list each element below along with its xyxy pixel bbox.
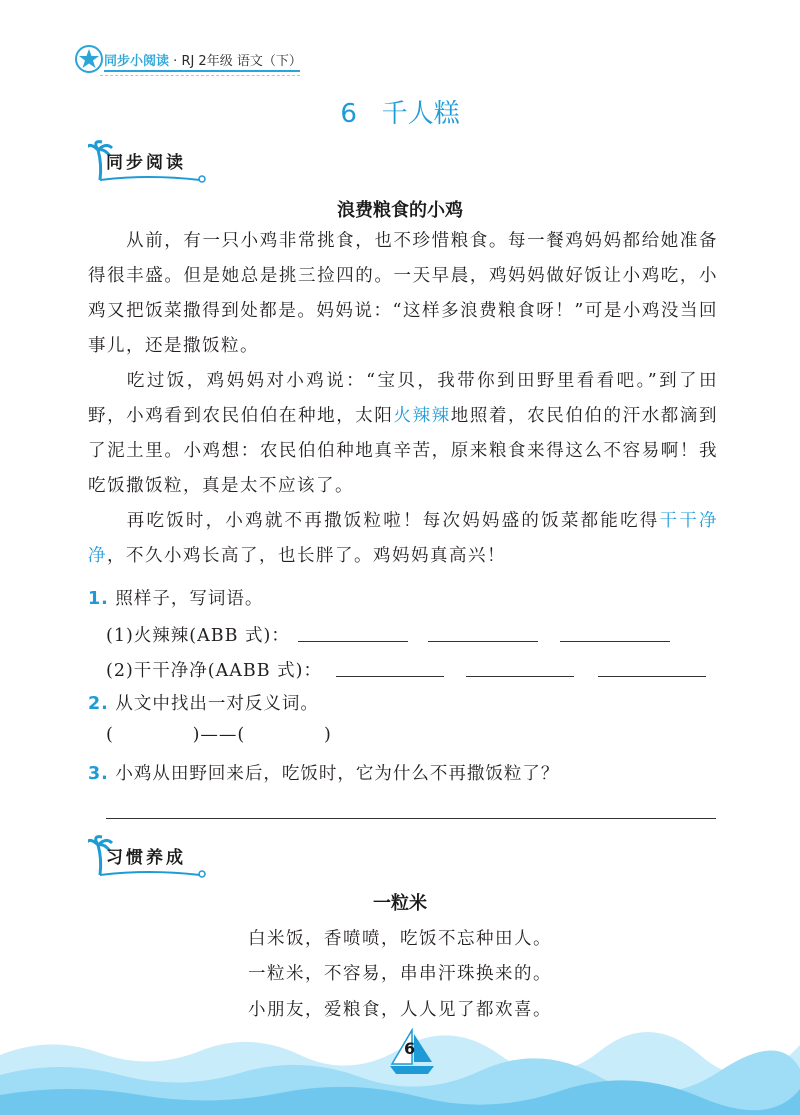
answer-blank-1a-2[interactable] — [428, 641, 538, 642]
question-1 — [88, 585, 263, 610]
answer-blank-1b-2[interactable] — [466, 676, 574, 677]
story-paragraph-2 — [88, 364, 718, 504]
lesson-number: 6 — [340, 99, 357, 129]
lesson-title — [0, 93, 800, 130]
story-paragraph-1 — [88, 224, 718, 364]
question-3 — [88, 760, 559, 785]
story-p3-highlight: 干干净净 — [88, 511, 718, 566]
story-p2-text-a: 吃过饭，鸡妈妈对小鸡说：“宝贝，我带你到田野里看看吧。”到了田野，小鸡看到农民伯伯在种地，太阳 — [88, 371, 718, 426]
habit-section-label: 习惯养成 — [106, 848, 186, 868]
lesson-name: 千人糕 — [381, 99, 460, 129]
question-1-number: 1. — [88, 589, 109, 609]
poem-line-1: 白米饭，香喷喷，吃饭不忘种田人。 — [248, 929, 552, 949]
header-underline — [104, 70, 300, 72]
answer-blank-1b-3[interactable] — [598, 676, 706, 677]
story-title: 浪费粮食的小鸡 — [337, 200, 463, 221]
header-title — [104, 50, 302, 69]
habit-section-tag — [88, 835, 218, 875]
header-dashed-line — [100, 75, 300, 76]
story-p3-text-b: ，不久小鸡长高了，也长胖了。鸡妈妈真高兴！ — [107, 546, 506, 566]
story-p3-text-a: 再吃饭时，小鸡就不再撒饭粒啦！每次妈妈盛的饭菜都能吃得 — [126, 511, 660, 531]
question-3-number: 3. — [88, 764, 109, 784]
star-logo-icon — [74, 44, 104, 74]
header-brand: 同步小阅读 — [104, 54, 170, 69]
answer-blank-1a-1[interactable] — [298, 641, 408, 642]
answer-line-3[interactable] — [106, 818, 716, 819]
story-paragraph-3 — [88, 504, 718, 574]
question-2-text: 从文中找出一对反义词。 — [115, 694, 319, 714]
page-number: 6 — [404, 1039, 416, 1058]
header-separator: · — [173, 54, 178, 69]
header-edition: RJ 2年级 语文（下） — [181, 54, 302, 69]
question-1b: (2)干干净净(AABB 式)： — [106, 661, 323, 681]
question-2 — [88, 690, 319, 715]
poem-line-3: 小朋友，爱粮食，人人见了都欢喜。 — [248, 1000, 552, 1020]
story-p2-text-b: 地照着，农民伯伯的汗水都滴到了泥土里。小鸡想：农民伯伯种地真辛苦，原来粮食来得这么不容易啊！我吃饭撒饭粒，真是太不应该了。 — [88, 406, 718, 496]
poem-line-2: 一粒米，不容易，串串汗珠换来的。 — [248, 964, 552, 984]
reading-section-label: 同步阅读 — [106, 153, 186, 173]
question-3-text: 小鸡从田野回来后，吃饭时，它为什么不再撒饭粒了？ — [115, 764, 560, 784]
story-p1-text: 从前，有一只小鸡非常挑食，也不珍惜粮食。每一餐鸡妈妈都给她准备得很丰盛。但是她总是挑三捡四的。一天早晨，鸡妈妈做好饭让小鸡吃，小鸡又把饭菜撒得到处都是。妈妈说：“这样多浪费粮食呀！”可是小鸡没当回事儿，还是撒饭粒。 — [88, 231, 718, 356]
poem-title: 一粒米 — [373, 893, 427, 914]
question-2-number: 2. — [88, 694, 109, 714]
question-1a: (1)火辣辣(ABB 式)： — [106, 626, 290, 646]
question-1-text: 照样子，写词语。 — [115, 589, 264, 609]
story-p2-highlight: 火辣辣 — [393, 406, 451, 426]
answer-blank-1a-3[interactable] — [560, 641, 670, 642]
question-2-answer-pair[interactable]: ( )——( ) — [106, 725, 332, 745]
reading-section-tag — [88, 140, 218, 180]
answer-blank-1b-1[interactable] — [336, 676, 444, 677]
